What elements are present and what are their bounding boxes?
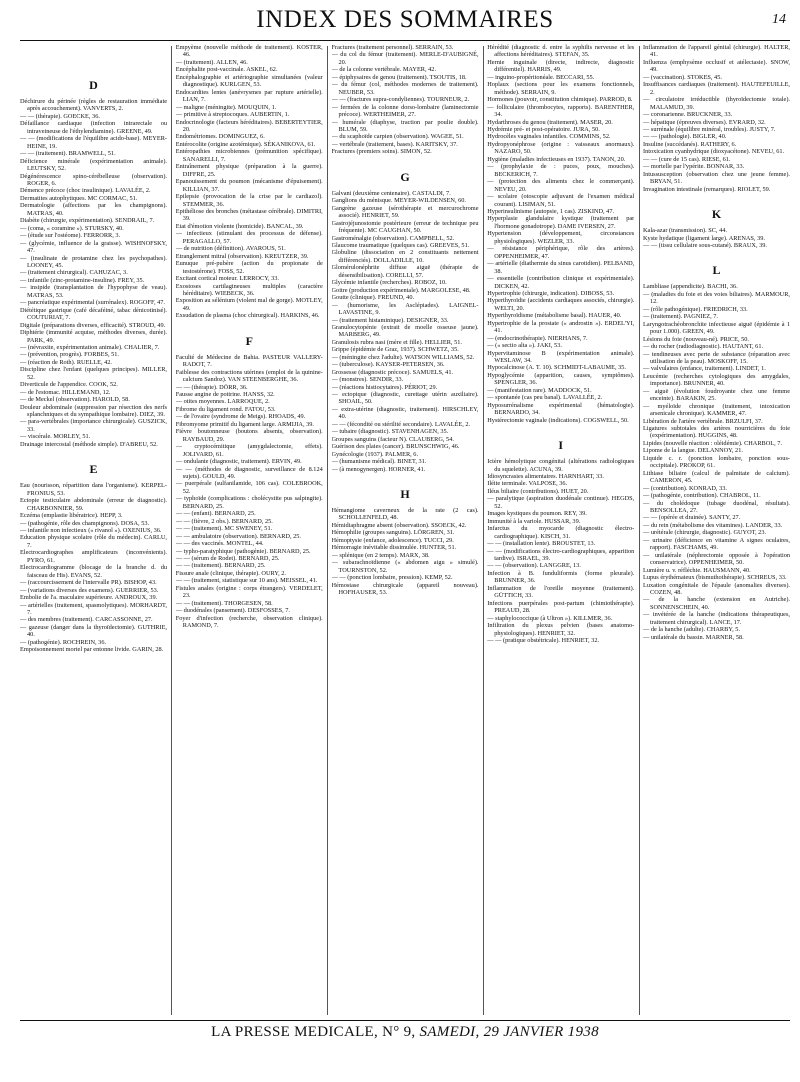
index-entry: — insipide (transplantation de l'hypophyse de veau). MATRAS, 53. xyxy=(20,284,167,299)
index-entry: — du scaphoïde carpien (observation). WAGEE, 51. xyxy=(331,133,464,141)
index-entry: Douleur abdominale (suppression par résection des nerfs splanchniques et du sympathique lombaire). DIEZ, 39. xyxy=(20,403,167,419)
index-entry: Lésions du foie (nouveau-né). PRICE, 50. xyxy=(643,335,749,343)
index-entry: — typho-paratyphique (pathogénie). BERNARD, 25. xyxy=(175,547,311,555)
index-entry: Dermatologie (affections par les champignons). MATRAS, 40. xyxy=(20,202,167,217)
index-entry: Hémidiaphragme absent (observation). SSOECK, 42. xyxy=(331,521,467,529)
index-entry: — (endocrinothérapie). NIERHANS, 7. xyxy=(487,334,588,342)
index-entry: Epilepsie (provocation de la crise par le cardiazol). STEMMER, 36. xyxy=(175,193,323,208)
index-entry: Kala-azar (transmission). SC, 44. xyxy=(643,227,727,235)
index-entry: Hémostase chirurgicale (appareil nouveau). HOFHAUSER, 53. xyxy=(331,581,479,596)
index-entry: Hernie inguinale (directe, indirecte, diagnostic différentiel). HARRIS, 49. xyxy=(487,58,635,74)
section-letter-e: E xyxy=(89,462,98,477)
index-entry: Empyème (nouvelle méthode de traitement). KOSTER, 46. xyxy=(175,44,323,59)
index-column-1 xyxy=(20,44,167,1019)
index-entry: Grippe (épidémie de Graz, 1937). SCHWETZ, 35. xyxy=(331,346,459,354)
index-entry: Endométriomes. DOMINGUEZ, 6. xyxy=(175,133,265,141)
index-entry: Foyer d'infection (recherche, observation clinique). RAMOND, 7. xyxy=(175,614,323,630)
index-entry: — humérale (diaphyse, traction par poulie double). BLUM, 59. xyxy=(331,118,479,133)
index-entry: — (variations diverses des examens). GUERRIER, 53. xyxy=(20,586,159,594)
index-entry: Etranglement mitral (observation). KREUTZER, 39. xyxy=(175,252,309,260)
index-entry: — du rocher (radiodiagnostic). HAUTANT, 61. xyxy=(643,343,764,351)
index-entry: — viscérale. MORLEY, 51. xyxy=(20,433,91,441)
index-entry: Inflammation de l'appareil génital (chirurgie). HALTER, 41. xyxy=(643,44,790,59)
index-entry: Déchirure du périnée (règles de restauration immédiate après accouchement). VANVERTS, 2. xyxy=(20,98,167,113)
index-entry: — (à menogynergen). HORNER, 41. xyxy=(331,465,426,473)
index-entry: Fractures (traitement personnel). SERRAIN, 53. xyxy=(331,44,454,51)
index-entry: Goutte (clinique). FREUND, 40. xyxy=(331,294,415,302)
index-entry: — tendineuses avec perte de substance (réparation avec utilisation de la peau). MOSKOFF, 15. xyxy=(643,350,790,365)
section-letter-i: I xyxy=(558,438,564,453)
index-columns xyxy=(20,44,790,1019)
index-entry: — artérielles (traitement, spasmolytiques). MORHARDT, 7. xyxy=(20,601,167,616)
index-entry: Hyperplasie glandulaire kystique (traitement par l'hormone gonadotrope). DAME IVERSEN, 27. xyxy=(487,215,635,230)
index-entry: Galvani (deuxième centenaire). CASTALDI, 7. xyxy=(331,189,451,197)
index-entry: Entraînement physique (préparation à la guerre). DIFFRE, 25. xyxy=(175,163,323,178)
index-entry: Dégénérescence spino-cérébelleuse (observation). ROGER, 6. xyxy=(20,172,167,187)
index-entry: Endocrinologie (facteurs héréditaires). BEBERTEYTIER, 20. xyxy=(175,118,323,133)
index-entry: — urinaire (déficience en vitamine A signes oculaires, rapport). FASCHAMS, 49. xyxy=(643,536,790,552)
index-entry: Hyposurrénalisme expérimental (hématologie). BERNARDO, 34. xyxy=(487,401,635,417)
index-entry: Hémorragie inévitable dissimulée. HUNTER, 51. xyxy=(331,544,457,552)
index-entry: — de la colonne vertébrale. MAYER, 42. xyxy=(331,66,437,74)
index-entry: Ganglions du ménisque. MEYER-WILDENSEN, 60. xyxy=(331,197,466,205)
index-entry: — cryptocémitique (amygdalectomie, effets). JOLIVARD, 61. xyxy=(175,443,323,458)
index-entry: Eczéma (emplastie libératrice). HEPP, 3. xyxy=(20,512,123,520)
index-entry: Hypoglycémie (apparition, causes, symptômes). SPENGLER, 36. xyxy=(487,371,635,387)
index-entry: Granulocytopénie (extrait de moelle osseuse jaune). MARBERG, 49. xyxy=(331,323,479,339)
index-entry: Fistules anales (origine : corps étrangers). VERDELET, 23. xyxy=(175,584,323,600)
index-entry: — typhoïde (complications : cholécystite pus salpingite). BERNARD, 25. xyxy=(175,495,323,510)
index-entry: Diabète (chirurgie, expérimentation). SENDRAIL, 7. xyxy=(20,217,155,225)
index-column-4 xyxy=(487,44,634,1019)
index-entry: Fièvre boutonneuse (boutons absents, observation). RAYBAUD, 29. xyxy=(175,428,323,443)
index-entry: Embolie de l'a. maculaire supérieure. ANDROUX, 39. xyxy=(20,594,158,602)
section-letter-l: L xyxy=(712,263,721,278)
index-entry: — du cholédoque (tubage duodénal, résultats). BENSOLLEA, 27. xyxy=(643,499,790,515)
index-entry: Exposition au sélénium (violent mal de gorge). MOTLEY, 49. xyxy=(175,297,323,312)
index-entry: Granulosis rubra nasi (mère et fille). HELLIER, 51. xyxy=(331,338,462,346)
index-entry: — du rein (métabolisme des vitamines). LANDER, 33. xyxy=(643,521,783,529)
index-entry: — (traitement chirurgical). CAHUZAC, 3. xyxy=(20,269,128,277)
index-entry: — — (thérapie). GOECKE, 36. xyxy=(20,112,100,120)
index-entry: — (étude sur l'ostéome). FERRORR, 3. xyxy=(20,232,121,240)
index-entry: — unilatérale du bassin. MARNER, 58. xyxy=(643,633,744,641)
index-entry: Epanouissement du poumon (mécanisme d'épuisement). KILLIAN, 37. xyxy=(175,178,323,193)
index-entry: Hypertrophie (chirurgie, indication). DIBOSS, 53. xyxy=(487,289,615,297)
index-entry: Hormones (pouvoir, constitution chimique). PARROD, 8. xyxy=(487,96,633,104)
index-entry: Infection à B. funduliformis (forme pleurale). BRUNNER, 36. xyxy=(487,569,635,585)
index-entry: Hydarthroses du genou (traitement). MASER, 20. xyxy=(487,118,613,126)
index-entry: — (pathogénie, contribution). CHABROL, 11. xyxy=(643,492,761,500)
index-entry: Diphtérie (immunité acquise, méthodes diverses, durée). PARK, 49. xyxy=(20,329,167,344)
index-entry: — (tuberculose). KAYSER-PETERSEN, 36. xyxy=(331,361,445,369)
index-entry: — myéloïde chronique (traitement, intoxication arsenicale chronique). KAMMER, 47. xyxy=(643,402,790,418)
index-entry: — — (traitement, statistique sur 10 ans). MEISSEL, 41. xyxy=(175,577,318,585)
index-entry: Electrocardiogramme (blocage de la branche d. du faisceau de His). EVANS, 52. xyxy=(20,564,167,579)
index-entry: — splénique (en 2 temps). MARX, 38. xyxy=(331,551,430,559)
index-entry: — otites moyennes. LARROQUE, 2. xyxy=(175,398,270,406)
index-entry: Inflammation de l'oreille moyenne (traitement). GÜTTICH, 33. xyxy=(487,584,635,600)
index-entry: — unilatérale (néphrectomie opposée à l'opération conservatrice). OPPENHEIMER, 50. xyxy=(643,551,790,567)
index-entry: — de la hanche (adulte). CHARBY, 5. xyxy=(643,626,740,634)
index-entry: Démence précoce (choc insulinique). LAVALÉE, 2. xyxy=(20,187,151,195)
index-entry: — essentielle (contribution clinique et expérimentale). DICKEN, 42. xyxy=(487,275,635,290)
index-entry: Hygiène (maladies infectieuses en 1937). TANON, 20. xyxy=(487,155,626,163)
index-entry: — invétérée de la hanche (indications thérapeutiques, traitement chirurgical). LANCE, 17. xyxy=(643,611,790,626)
index-entry: Grossesse (diagnostic précoce). SAMUELS, 41. xyxy=(331,368,454,376)
index-entry: Infarctus du myocarde (diagnostic électro-cardiographique). KISCH, 31. xyxy=(487,525,635,540)
index-entry: — — (traitement). BRAMWELL, 51. xyxy=(20,150,116,158)
index-entry: Endocardites lentes (anévrysmes par rupture artérielle). LIAN, 7. xyxy=(175,88,323,104)
index-entry: — — (modifications de l'équilibre acido-base). MEYER-HEINE, 19. xyxy=(20,135,167,150)
index-entry: — (prophylaxie de : puces, poux, mouches). BECKERICH, 7. xyxy=(487,163,635,178)
index-entry: — inguino-propéritonéale. BECCARI, 55. xyxy=(487,73,595,81)
index-entry: — (pathogénie). ROCHREIN, 36. xyxy=(20,638,107,646)
index-entry: — (traitement). ALLEN, 46. xyxy=(175,58,248,66)
index-entry: Encéphalite post-vaccinale. ASKEL, 62. xyxy=(175,66,278,74)
index-entry: Education physique scolaire (rôle du médecin). CARLU, 7. xyxy=(20,534,167,549)
index-entry: — épiphysaires de genou (traitement). TSOUTIS, 18. xyxy=(331,73,467,81)
index-entry: Drainage intercostal (méthode simple). D'ABREU, 52. xyxy=(20,440,158,448)
index-entry: Lambliase (appendicite). BACHI, 36. xyxy=(643,283,738,291)
index-entry: — tubaire (diagnostic). STAVENHAGEN, 35. xyxy=(331,428,449,436)
column-rule xyxy=(483,46,484,1015)
index-entry: Hoplaux (sections pour les examens fonctionnels, méthode). SERRAIN, 9. xyxy=(487,81,635,96)
index-entry: — para-vertébrales (importance chirurgicale). GUSZICK, 33. xyxy=(20,418,167,433)
index-entry: Fissure anale (clinique, thérapie). OURY, 2. xyxy=(175,569,286,577)
index-entry: Diététique gastrique (café décaféiné, tabac dénicotinisé). COUTURIAT, 7. xyxy=(20,306,167,322)
index-column-2 xyxy=(176,44,323,1019)
index-entry: — (coma, « coramine »). STURSKY, 40. xyxy=(20,224,124,232)
index-entry: Hydrémie pré- et post-opératoire. JURA, 50. xyxy=(487,125,600,133)
index-entry: — — (traitement). THORGESEN, 58. xyxy=(175,599,273,607)
index-entry: — — des vaccinés. MONTEL, 44. xyxy=(175,540,264,548)
section-letter-g: G xyxy=(400,169,410,184)
index-entry: — — (thérapie). DÖRR, 36. xyxy=(175,383,248,391)
index-entry: Hypertension (développement, circonstances physiologiques). WEZLER, 33. xyxy=(487,230,635,245)
index-entry: — (raccourcissement de l'intervalle PR). BISHOP, 43. xyxy=(20,579,157,587)
index-entry: Iléus biliaire (contributions). HUET, 20. xyxy=(487,487,589,495)
index-entry: — (prévention, progrès). FORBES, 51. xyxy=(20,351,119,359)
index-entry: Electrocardiographes amplificateurs (inconvénients). PYRO, 61. xyxy=(20,549,167,564)
index-entry: — (maladies du foie et des voies biliaires). MARMOUR, 12. xyxy=(643,290,790,306)
index-entry: — spontanée (cas peu banal). LAVALLÉE, 2. xyxy=(487,394,603,402)
page-footer xyxy=(20,1020,790,1041)
index-entry: — (réaction de Roth). RUELLE, 42. xyxy=(20,358,112,366)
index-entry: Lipome de la langue. DELANNOY, 21. xyxy=(643,447,743,455)
index-entry: — du fémur (col, méthodes modernes de traitement). NEUBER, 53. xyxy=(331,81,479,96)
column-rule xyxy=(327,46,328,1015)
index-entry: Faculté de Médecine de Bahia. PASTEUR VALLERY-RADOT, 7. xyxy=(175,353,323,369)
index-entry: Hystérectomie vaginale (indications). COGSWELL, 50. xyxy=(487,416,629,424)
index-entry: Hydrocèles vaginales infantiles. COMMINS, 52. xyxy=(487,133,611,141)
index-entry: — circulatoire irréductible (thyroïdectomie totale). MALAMUD, 39. xyxy=(643,96,790,111)
index-entry: Défaillance cardiaque (infection intrarectale ou intraveineuse de l'éthylendiamine). GREENE, 49. xyxy=(20,120,167,135)
index-entry: — résistance périphérique, rôle des artères). OPPENHEIMER, 47. xyxy=(487,245,635,260)
column-rule xyxy=(171,46,172,1015)
index-entry: Gangrène gazeuse (sérothérapie et mercurochrome associé). HENRIET, 59. xyxy=(331,204,479,220)
index-entry: Etat d'émotion violente (homicide). BANCAL, 39. xyxy=(175,222,304,230)
index-entry: Intussusception (observation chez une jeune femme). BRYAN, 51. xyxy=(643,170,790,186)
index-entry: Guérison des plaies (cancer). BRUNSCHWIG, 46. xyxy=(331,443,460,451)
index-entry: — hépatique (épreuves diverses). EVRARD, 32. xyxy=(643,118,766,126)
index-entry: Fausse angine de poitrine. HANSS, 32. xyxy=(175,391,275,399)
index-entry: — infectieux (stimulant des processus de défense). PERAGALLO, 57. xyxy=(175,230,323,245)
index-entry: Infections puerpérales post-partum (chimiothérapie). PREAUD, 28. xyxy=(487,599,635,615)
index-entry: — subarachnoïdienne (« abdomen aigu » simulé). TOURNSTON, 52. xyxy=(331,559,479,574)
index-entry: Lumière u. v. réfléchie. HAUSMANN, 40. xyxy=(643,566,751,574)
index-entry: — — (fièvre, 2 obs.). BERNARD, 25. xyxy=(175,517,273,525)
index-entry: Encéphalographie et artériographie simultanées (valeur diagnostique). KURLGEN, 53. xyxy=(175,73,323,89)
index-entry: Hypertrophie de la prostate (« androstin »). ERDEL'YI, 41. xyxy=(487,319,635,335)
index-entry: — — (méthodes de diagnostic, surveillance de 8.124 sujets). GOULD, 49. xyxy=(175,465,323,481)
index-entry: Eau (nourisson, répartition dans l'organisme). KERPEL-FRONIUS, 53. xyxy=(20,482,167,497)
index-entry: Hydropyonéphrose (origine : vaisseaux anormaux). NAZARO, 50. xyxy=(487,140,635,156)
index-entry: Dermatites autophytiques. MC CORMAC, 51. xyxy=(20,194,138,202)
index-entry: Infiltration du plexus pelvien (bases anatomo-physiologiques). HENRIET, 32. xyxy=(487,622,635,637)
index-entry: — (insulinate de protamine chez les psychopathes). LOONEY, 45. xyxy=(20,254,167,269)
index-entry: — urétérale (chirurgie, diagnostic). GUYOT, 23. xyxy=(643,529,767,537)
index-entry: — — (pratique obstétricale). HENRIET, 32. xyxy=(487,636,600,644)
index-entry: Hyperinsulinisme (autopsie, 1 cas). ZISKIND, 47. xyxy=(487,207,615,215)
index-entry: — (contribution). KONRAD, 33. xyxy=(643,484,727,492)
index-entry: — — (fécondité ou stérilité secondaire). LAVALÉE, 2. xyxy=(331,420,471,428)
index-entry: — ectopique (diagnostic, curettage utérin auxiliaire). SHOAIL, 50. xyxy=(331,391,479,406)
index-entry: — (traitement histaminique). DESIGNER, 33. xyxy=(331,316,449,324)
index-entry: Fibromyome primitif du ligament large. ARMIJIA, 39. xyxy=(175,420,314,428)
index-entry: — (rôle pathogénique). FRIEDRICH, 33. xyxy=(643,305,748,313)
index-entry: — — (traitement). MC SWENEY, 51. xyxy=(175,525,273,533)
index-entry: — (pathogénie, rôle des champignons). DOSA, 53. xyxy=(20,519,150,527)
index-entry: — primitive à streptocoques. AUBERTIN, 1. xyxy=(175,111,290,119)
index-entry: Hémangiome caverneux de la rate (2 cas). SCHOLLENFELD, 48. xyxy=(331,507,479,522)
section-letter-h: H xyxy=(400,487,410,502)
index-title: INDEX DES SOMMAIRES xyxy=(256,6,554,33)
index-entry: Ictère hémolytique congénital (altérations radiologiques du squelette). ACUNA, 39. xyxy=(487,458,635,473)
index-entry: Globuline (dissociation en 2 constituants nettement différenciés). DOLLADILLE, 10. xyxy=(331,249,479,264)
index-entry: — — (ponction lombaire, pression). KEMP, 52. xyxy=(331,574,453,582)
index-entry: — — (enfant). BERNARD, 25. xyxy=(175,510,256,518)
index-entry: Exostoses cartilagineuses multiples (caractère héréditaire). WIEBECK, 36. xyxy=(175,282,323,297)
index-entry: Insuffisances cardiaques (traitement). HAUTEFEUILLE, 2. xyxy=(643,81,790,96)
index-entry: — (glycémie, influence de la graisse). WISHNOFSKY, 47. xyxy=(20,239,167,255)
footer-date: SAMEDI, 29 JANVIER 1938 xyxy=(419,1024,599,1040)
index-entry: — vertébrale (traitement, bases). KARITSKY, 37. xyxy=(331,140,458,148)
index-entry: Leucémie (recherches cytologiques des amygdales, importance). BRUNNER, 40. xyxy=(643,372,790,388)
index-entry: — — (modifications électro-cardiographiques, apparition tardive). ISRAEL, 39. xyxy=(487,547,635,562)
index-entry: Gynécologie (1937). PALMER, 6. xyxy=(331,450,419,458)
index-entry: — (vaccination). STOKES, 45. xyxy=(643,73,722,81)
index-entry: Entéropathies microbiennes (prémunition spécifique). SANARELLI, 7. xyxy=(175,148,323,163)
index-entry: Ectopie testiculaire abdominale (erreur de diagnostic). CHARBONNIER, 59. xyxy=(20,497,167,512)
index-entry: — — (installation lente). BROUSTET, 13. xyxy=(487,540,596,548)
index-entry: Hémophilie (groupes sanguins). LÖRGREN, 31. xyxy=(331,529,455,537)
index-entry: Luxation congénitale de l'épaule (anomalies diverses). COZEN, 48. xyxy=(643,581,790,596)
index-entry: — ondulante (diagnostic, traitement). ERVIN, 49. xyxy=(175,458,302,466)
page-number: 14 xyxy=(772,12,786,27)
index-entry: Iléite terminale. VALPOSE, 36. xyxy=(487,480,568,488)
index-entry: Images kystiques du poumon. REY, 39. xyxy=(487,510,587,518)
index-entry: Faiblesse des contractions utérines (emploi de la quinine-calcium Sandoz). VAN STEENBERGHE, 36. xyxy=(175,368,323,384)
index-entry: — de nutrition (définition). AVAROUS, 51. xyxy=(175,245,286,253)
index-entry: — (méningite chez l'adulte). WATSON WILLIAMS, 52. xyxy=(331,353,475,361)
index-entry: — fermées de la colonne dorso-lombaire (laminectomie précoce). WERTHEIMER, 27. xyxy=(331,103,479,119)
index-entry: Gastroménalgie (observation). CAMPBELL, 52. xyxy=(331,234,455,242)
index-entry: — puerpérale (sulfanilamide, 106 cas). COLEBROOK, 52. xyxy=(175,480,323,495)
index-entry: Lupus érythémateux (bismuthothérapie). SCHREUS, 33. xyxy=(643,574,787,582)
index-entry: — infantile non infectieux (« rivanol »). OXENIUS, 36. xyxy=(20,527,162,535)
index-entry: — (névraxite, expérimentation animale). CHALIER, 7. xyxy=(20,343,160,351)
index-entry: Hémoptysie (enfance, adolescence). TUCCI, 29. xyxy=(331,536,454,544)
index-entry: — (manifestation rare). MADDOCK, 51. xyxy=(487,386,592,394)
index-entry: Idiosyncrasies alimentaires. HARNHART, 33. xyxy=(487,473,604,481)
index-entry: — mortelle par l'ypérite. BONNAR, 33. xyxy=(643,163,745,171)
index-entry: Influenza (emphysème occlusif et atélectasie). SNOW, 49. xyxy=(643,58,790,74)
column-rule xyxy=(639,46,640,1015)
index-entry: — — (cure de 15 cas). RIESE, 61. xyxy=(643,155,731,163)
index-entry: Libération de l'artère vertébrale. BRZULFI, 37. xyxy=(643,417,763,425)
index-entry: — scolaire (otoscopie adjuvant de l'examen médical courant). LISIMAN, 51. xyxy=(487,193,635,208)
index-entry: — (traitement). PAGNIEZ, 7. xyxy=(643,313,718,321)
index-entry: — — (pathologie). BIGLER, 40. xyxy=(643,133,727,141)
index-entry: Diverticule de l'appendice. COOK, 52. xyxy=(20,381,118,389)
index-entry: Eunuque pré-pubère (action du propionate de testostérone). FOSS, 52. xyxy=(175,260,323,275)
index-entry: Hérédité (diagnostic d. entre la syphilis nerveuse et les affections héréditaires). STEFAN, 35. xyxy=(487,44,635,59)
index-entry: Déficience minérale (expérimentation animale). LEUTSKY, 52. xyxy=(20,157,167,173)
page-header xyxy=(20,4,790,41)
index-entry: Entérocolite (origine azotémique). SÉKANIKOVA, 61. xyxy=(175,140,316,148)
index-entry: — (protection des aliments chez le commerçant). NEVEU, 20. xyxy=(487,178,635,193)
index-entry: — des membres (traitement). CARCASSONNE, 27. xyxy=(20,616,153,624)
index-entry: Exsudation de plasma (choc chirurgical). HARKINS, 46. xyxy=(175,312,320,320)
index-entry: Lipides (nouvelle réaction : oléidémie). CHARBOL, 7. xyxy=(643,439,783,447)
index-entry: Invagination intestinale (remarques). RIOLET, 59. xyxy=(643,185,771,193)
index-entry: — coronarienne. BRUCKNER, 33. xyxy=(643,111,733,119)
index-entry: Discipline chez l'enfant (quelques principes). MILLER, 52. xyxy=(20,366,167,381)
index-entry: Fibrome du ligament rond. FATOU, 53. xyxy=(175,405,276,413)
index-entry: Empoisonnement mortel par entonne livide. GARIN, 28. xyxy=(20,646,164,654)
index-entry: — surrénale (équilibre minéral, troubles). JUSTY, 7. xyxy=(643,125,776,133)
index-entry: Goitre (production expérimentale). MARGOLESE, 48. xyxy=(331,286,471,294)
index-entry: — extra-utérine (diagnostic, traitement). HIRSCHLEY, 40. xyxy=(331,405,479,421)
index-entry: Glomérulonéphrite diffuse aiguë (thérapie de désensibilisation). CORELLI, 57. xyxy=(331,264,479,279)
index-entry: — — (tissu cellulaire sous-cutané). BRAUX, 39. xyxy=(643,241,767,249)
index-entry: — — (traitement). BERNARD, 25. xyxy=(175,562,266,570)
index-entry: — pancréatique expérimental (surrénalex). ROGOFF, 47. xyxy=(20,299,165,307)
index-entry: — de l'ovaire (syndrome de Meigs). RHOADS, 49. xyxy=(175,413,306,421)
index-entry: — — (sérum de Rodet). BERNARD, 25. xyxy=(175,555,280,562)
index-entry: — gazeuse (danger dans la thyroïdectomie). GUTHRIE, 40. xyxy=(20,623,167,639)
index-entry: Immunité à la variole. HUSSAR, 39. xyxy=(487,517,581,525)
index-entry: — (« sectio alta »). JAKI, 53. xyxy=(487,342,562,350)
index-entry: Hypervitaminose B (expérimentation animale). WESLAW, 34. xyxy=(487,349,635,365)
index-entry: Ligatures subtotales des artères nourricières du foie (expérimentation). HUGGINS, 48. xyxy=(643,425,790,440)
index-entry: Digitale (préparations diverses, efficacité). STROUD, 49. xyxy=(20,321,166,329)
index-entry: Lithiase biliaire (calcul de palmitate de calcium). CAMERON, 45. xyxy=(643,469,790,485)
index-entry: Laryngotrachéobronchite infectieuse aiguë (épidémie à 1 pour 1.000). GREEN, 49. xyxy=(643,320,790,336)
index-entry: Hypocalcinose (A. T. 10). SCHMIDT-LABAUME, 35. xyxy=(487,364,627,372)
section-letter-f: F xyxy=(245,333,253,348)
index-entry: — (humanisme médical). BINET, 31. xyxy=(331,458,427,466)
index-entry: — de Meckel (observation). HAROLD, 58. xyxy=(20,396,130,404)
index-entry: — paralytique (aspiration duodénale continue). HEGDS, 52. xyxy=(487,495,635,510)
index-column-3 xyxy=(332,44,479,1019)
index-entry: Insuline (succédanés). RATHERY, 6. xyxy=(643,140,737,148)
index-entry: Glaucome traumatique (quelques cas). GREEVES, 51. xyxy=(331,241,470,249)
index-entry: — de la hanche (extension en Autriche). SONNENSCHEIN, 40. xyxy=(643,596,790,611)
index-entry: — artérielle (diathermie du sinus carotidien). PELBAND, 38. xyxy=(487,260,635,275)
index-entry: — de l'estomac. HILLEMAND, 12. xyxy=(20,388,111,396)
index-entry: Groupes sanguins (facteur N). CLAUBERG, 54. xyxy=(331,435,454,443)
index-entry: — — (observation). LANGGRE, 13. xyxy=(487,562,581,570)
index-entry: — folliculaire (thrombocytes, rapports). BARENTHER, 34. xyxy=(487,103,635,119)
index-entry: — valvulaires (enfance, traitement). LINDET, 1. xyxy=(643,365,766,373)
index-entry: Hyperthyroïdisme (métabolisme basal). HAUER, 40. xyxy=(487,312,622,320)
index-entry: Gastrojéjunostomie postérieure (erreur de technique peu fréquente). MC CAUGHAN, 50. xyxy=(331,219,479,235)
index-entry: Liquide c. r. (ponction lombaire, ponction sous-occipitale). PROKOP, 61. xyxy=(643,454,790,470)
index-entry: Kyste hydatique (ligament large). ARENAS, 39. xyxy=(643,234,765,242)
index-entry: Fractures (premiers soins). SIMON, 52. xyxy=(331,148,432,156)
index-entry: Glycémie infantile (recherches). ROBOZ, 10. xyxy=(331,279,447,287)
index-entry: — (monstres). SENDIR, 33. xyxy=(331,376,404,384)
index-entry: Hyperthyroïdie (accidents cardiaques associés, chirurgie). WELTI, 20. xyxy=(487,297,635,312)
index-entry: Epithéliose des bronches (métastase cérébrale). DIMITRI, 39. xyxy=(175,207,323,223)
index-entry: — duodénales (pansement). DESFOSSES, 7. xyxy=(175,607,290,615)
index-entry: Intoxication cyanhydrique (dioxyacétone). NEVEU, 61. xyxy=(643,148,785,156)
index-entry: — — ambulatoire (observation). BERNARD, 25. xyxy=(175,532,301,540)
index-entry: — aiguë (évolution foudroyante chez une femme enceinte). BARAKIN, 25. xyxy=(643,387,790,403)
index-entry: — — (fractures supra-condyliennes). TOURNEUR, 2. xyxy=(331,96,470,104)
index-column-5 xyxy=(643,44,790,1019)
index-entry: — staphylococcique (à Ultron »). KILLMER, 36. xyxy=(487,614,613,622)
footer-journal: LA PRESSE MEDICALE, N° 9, xyxy=(211,1024,416,1040)
index-entry: — (réactions histiocytaires). PÉRIOT, 29. xyxy=(331,383,438,391)
index-entry: — du col du fémur (traitement). MERLE-D'AUBIGNÉ, 20. xyxy=(331,51,479,66)
index-entry: — — (opérée et drainée). SANTY, 27. xyxy=(643,514,741,522)
index-entry: Excitant cortical moteur. LERROCY, 33. xyxy=(175,275,279,283)
index-entry: — maligne (méningite). MOUQUIN, 1. xyxy=(175,103,277,111)
section-letter-k: K xyxy=(711,207,722,222)
section-letter-d: D xyxy=(89,78,98,92)
index-entry: — (humorisme, les Asclépiades). LAIGNEL-LAVASTINE, 9. xyxy=(331,301,479,317)
index-entry: — infantile (zinc-protamine-insuline). FREY, 35. xyxy=(20,276,145,284)
